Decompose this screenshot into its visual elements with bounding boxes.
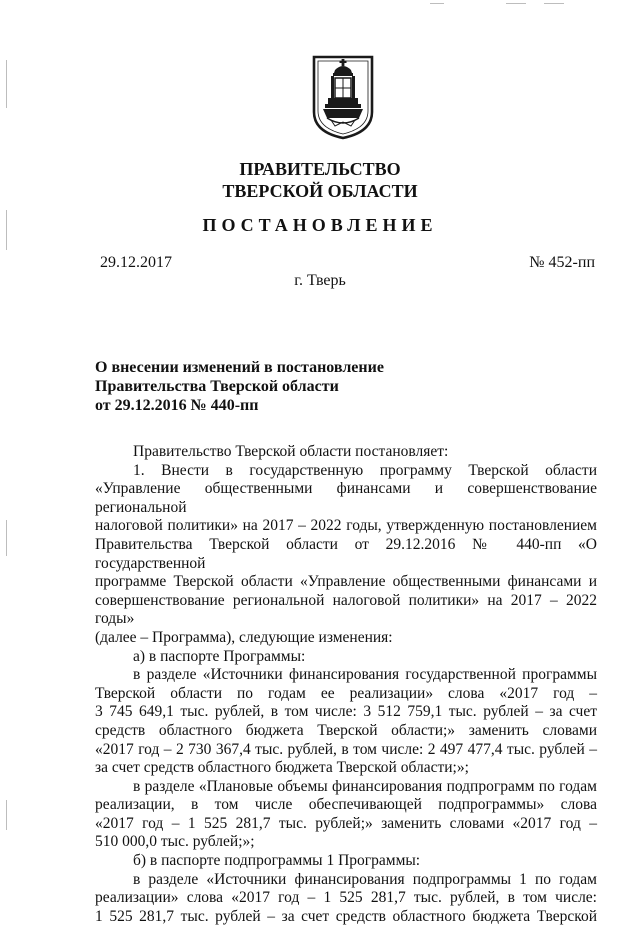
body-line: б) в паспорте подпрограммы 1 Программы:: [133, 852, 421, 870]
scan-top-mark: [506, 3, 526, 4]
body-line: совершенствование региональной налоговой политики» на 2017 – 2022 годы»: [95, 591, 597, 628]
document-type: ПОСТАНОВЛЕНИЕ: [202, 215, 438, 235]
body-line: за счет средств областного бюджета Тверской области;»;: [95, 759, 469, 777]
subject-line: О внесении изменений в постановление: [95, 359, 384, 376]
body-line: реализации, в том числе обеспечивающей подпрограммы» слова: [95, 796, 597, 814]
body-line: программе Тверской области «Управление общественными финансами и: [95, 573, 597, 591]
body-line: «2017 год – 1 525 281,7 тыс. рублей;» заменить словами «2017 год –: [95, 814, 597, 832]
scan-top-mark: [544, 3, 564, 4]
body-line: Правительство Тверской области постановляет:: [133, 443, 449, 460]
government-title: [0, 158, 640, 202]
body-line: (далее – Программа), следующие изменения:: [95, 628, 393, 646]
scan-margin-mark: [6, 210, 7, 250]
scan-top-mark: [430, 3, 444, 4]
body-line: 3 745 649,1 тыс. рублей, в том числе: 3 512 759,1 тыс. рублей – за счет: [95, 703, 597, 721]
scan-margin-mark: [6, 800, 7, 830]
org-line-1: ПРАВИТЕЛЬСТВО: [239, 159, 401, 179]
body-line: Тверской области по годам ее реализации» слова «2017 год –: [95, 684, 597, 702]
body-line: 1 525 281,7 тыс. рублей – за счет средств областного бюджета Тверской: [95, 907, 597, 925]
document-subject: [95, 358, 384, 415]
body-line: в разделе «Источники финансирования подпрограммы 1 по годам: [133, 870, 597, 888]
body-line: в разделе «Источники финансирования государственной программы: [133, 666, 597, 684]
subject-line: от 29.12.2016 № 440-пп: [95, 397, 259, 414]
org-line-2: ТВЕРСКОЙ ОБЛАСТИ: [222, 181, 418, 201]
document-city: г. Тверь: [294, 272, 346, 289]
document-number: № 452-пп: [529, 254, 595, 271]
document-body: [95, 443, 597, 926]
body-line: «2017 год – 2 730 367,4 тыс. рублей, в том числе: 2 497 477,4 тыс. рублей –: [95, 740, 597, 758]
body-line: реализации» слова «2017 год – 1 525 281,7 тыс. рублей, в том числе:: [95, 889, 597, 907]
body-line: в разделе «Плановые объемы финансирования подпрограмм по годам: [133, 777, 597, 795]
body-line: Правительства Тверской области от 29.12.2016 № 440-пп «О государственной: [95, 535, 597, 572]
scan-margin-mark: [6, 520, 7, 556]
body-line: 510 000,0 тыс. рублей;»;: [95, 833, 255, 851]
subject-line: Правительства Тверской области: [95, 378, 339, 395]
coat-of-arms-icon: [311, 54, 375, 140]
body-line: «Управление общественными финансами и совершенствование региональной: [95, 480, 597, 516]
body-line: налоговой политики» на 2017 – 2022 годы, утвержденную постановлением: [95, 517, 597, 535]
body-line: а) в паспорте Программы:: [133, 647, 306, 665]
body-line: 1. Внести в государственную программу Тверской области: [133, 461, 597, 479]
body-line: средств областного бюджета Тверской области;» заменить словами: [95, 721, 597, 739]
document-date: 29.12.2017: [100, 254, 172, 271]
scan-margin-mark: [6, 60, 7, 108]
